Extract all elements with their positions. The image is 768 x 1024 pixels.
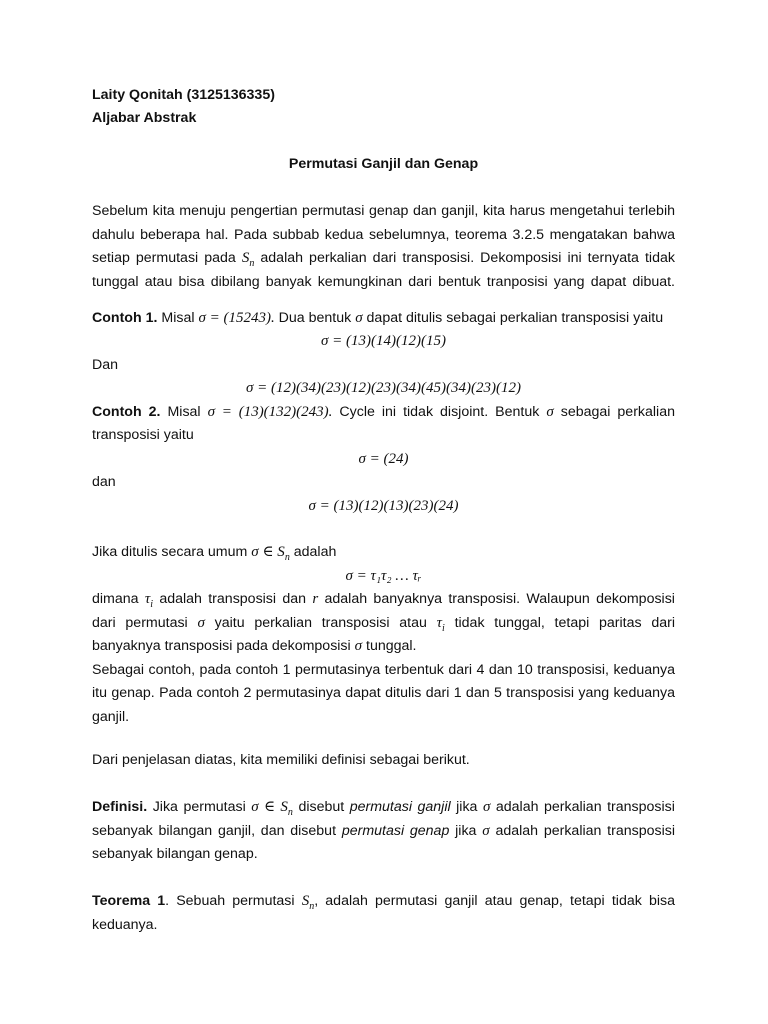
contoh1-label: Contoh 1.: [92, 310, 158, 326]
intro-line-3: setiap permutasi pada $S_n$ adalah perkalian dari transposisi. Dekomposisi ini ternyata tidak: [92, 250, 675, 269]
contoh2-sigma-def: σ = (13)(132)(243).: [207, 404, 333, 420]
general-line-4: Sebagai contoh, pada contoh 1 permutasinya terbentuk dari 4 dan 10 transposisi, keduanya: [92, 661, 675, 678]
definisi-label: Definisi.: [92, 799, 148, 815]
intro-line-1: Sebelum kita menuju pengertian permutasi genap dan ganjil, kita harus mengetahui terlebih: [92, 203, 675, 219]
contoh2-dan: dan: [92, 474, 116, 490]
intro-paragraph: [92, 200, 675, 294]
contoh2-line: Contoh 2. Misal σ = (13)(132)(243). Cycle ini tidak disjoint. Bentuk σ sebagai perkalian: [92, 404, 675, 420]
contoh2-eq2: σ = (13)(12)(13)(23)(24): [308, 498, 459, 514]
contoh1-dan: Dan: [92, 357, 119, 373]
contoh1-line: Contoh 1. Misal σ = (15243). Dua bentuk σ dapat ditulis sebagai perkalian transposisi yaitu: [92, 310, 664, 326]
general-line-3: banyaknya transposisi pada dekomposisi σ tunggal.: [92, 638, 417, 654]
contoh1-eq2: σ = (12)(34)(23)(12)(23)(34)(45)(34)(23)(12): [246, 380, 521, 396]
general-line: Jika ditulis secara umum σ ∈ $S_n$ adalah: [92, 544, 337, 563]
contoh1-sigma-def: σ = (15243).: [198, 310, 275, 326]
intro-line-2: dahulu beberapa hal. Pada subbab kedua sebelumnya, teorema 3.2.5 mengatakan bahwa: [92, 226, 675, 243]
teorema-line-2: keduanya.: [92, 916, 158, 933]
teorema-paragraph: [92, 890, 675, 937]
general-line-1: dimana $\tau_i$ adalah transposisi dan r adalah banyaknya transposisi. Walaupun dekomposisi: [92, 591, 675, 610]
course-line: Aljabar Abstrak: [92, 110, 197, 126]
teorema-label: Teorema 1: [92, 893, 166, 909]
definisi-line-3: sebanyak bilangan genap.: [92, 846, 258, 862]
definisi-line-1: Definisi. Jika permutasi σ ∈ $S_n$ disebut permutasi ganjil jika σ adalah perkalian transposisi: [92, 799, 675, 818]
definisi-line-2: sebanyak bilangan ganjil, dan disebut permutasi genap jika σ adalah perkalian transposisi: [92, 822, 675, 839]
general-paragraph: [92, 588, 675, 729]
author-line: Laity Qonitah (3125136335): [92, 87, 275, 103]
general-eq: σ = τ₁τ₂ … τᵣ: [345, 568, 422, 584]
transition-line: Dari penjelasan diatas, kita memiliki definisi sebagai berikut.: [92, 752, 470, 768]
intro-line-4: tunggal atau bisa dibilang banyak kemungkinan dari bentuk tranposisi yang dapat dibuat.: [92, 273, 675, 290]
general-line-2: dari permutasi σ yaitu perkalian transposisi atau $\tau_i$ tidak tunggal, tetapi paritas dari: [92, 614, 675, 634]
contoh2-eq1: σ = (24): [358, 451, 409, 467]
general-line-5: itu genap. Pada contoh 2 permutasinya dapat ditulis dari 1 dan 5 transposisi yang keduanya: [92, 685, 675, 701]
contoh1-eq1: σ = (13)(14)(12)(15): [321, 333, 446, 349]
contoh2-line-2: transposisi yaitu: [92, 427, 194, 443]
definisi-paragraph: [92, 796, 675, 867]
contoh2-label: Contoh 2.: [92, 404, 161, 420]
general-line-6: ganjil.: [92, 708, 130, 725]
teorema-line-1: Teorema 1. Sebuah permutasi $S_n$, adalah permutasi ganjil atau genap, tetapi tidak bisa: [92, 893, 675, 912]
page-title: Permutasi Ganjil dan Genap: [288, 156, 479, 172]
